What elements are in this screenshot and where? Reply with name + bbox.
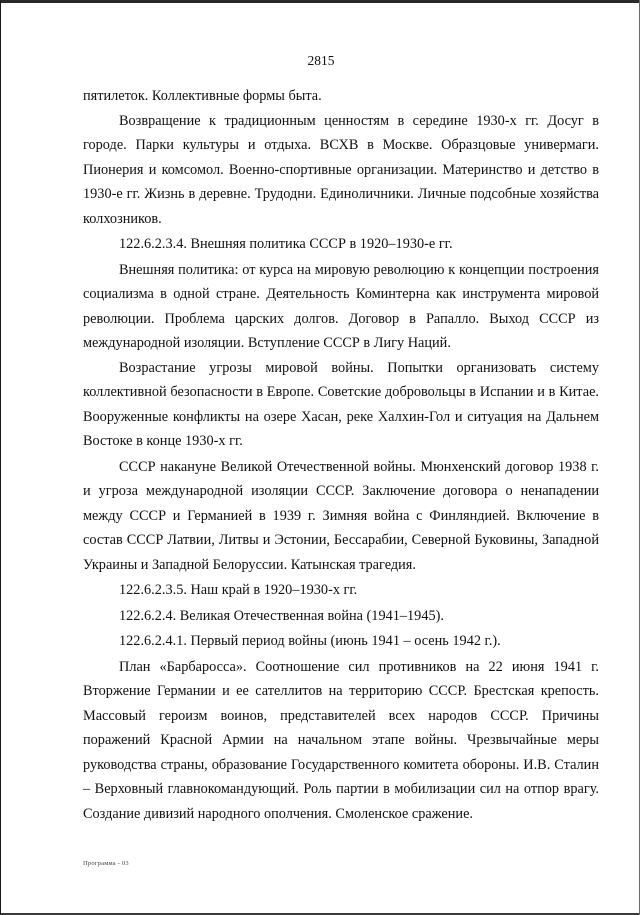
body-text — [83, 84, 599, 826]
section-heading: 122.6.2.4. Великая Отечественная война (1941–1945). — [119, 607, 444, 624]
paragraph: Возвращение к традиционным ценностям в середине 1930-х гг. Досуг в городе. Парки культуры и отдыха. ВСХВ в Москве. Образцовые универмаги. Пионерия и комсомол. Военно-спортивные организации. Материнство и детство в 1930-е гг. Жизнь в деревне. Трудодни. Единоличники. Личные подсобные хозяйства колхозников. — [83, 112, 599, 227]
paragraph: Возрастание угрозы мировой войны. Попытки организовать систему коллективной безопасности в Европе. Советские добровольцы в Испании и в Китае. Вооруженные конфликты на озере Хасан, реке Халхин-Гол и ситуация на Дальнем Востоке в конце 1930-х гг. — [83, 359, 599, 449]
page-number: 2815 — [307, 53, 335, 68]
section-heading: 122.6.2.4.1. Первый период войны (июнь 1941 – осень 1942 г.). — [119, 633, 501, 649]
paragraph: План «Барбаросса». Соотношение сил противников на 22 июня 1941 г. Вторжение Германии и ее сателлитов на территорию СССР. Брестская крепость. Массовый героизм воинов, представителей всех народов СССР. Причины поражений Красной Армии на начальном этапе войны. Чрезвычайные меры руководства страны, образование Государственного комитета обороны. И.В. Сталин – Верховный главнокомандующий. Роль партии в мобилизации сил на отпор врагу. Создание дивизий народного ополчения. Смоленское сражение. — [83, 658, 599, 822]
paragraph: СССР накануне Великой Отечественной войны. Мюнхенский договор 1938 г. и угроза международной изоляции СССР. Заключение договора о ненападении между СССР и Германией в 1939 г. Зимняя война с Финляндией. Включение в состав СССР Латвии, Литвы и Эстонии, Бессарабии, Северной Буковины, Западной Украины и Западной Белоруссии. Катынская трагедия. — [83, 458, 599, 573]
paragraph: Внешняя политика: от курса на мировую революцию к концепции построения социализма в одной стране. Деятельность Коминтерна как инструмента мировой революции. Проблема царских долгов. Договор в Рапалло. Выход СССР из международной изоляции. Вступление СССР в Лигу Наций. — [83, 261, 599, 351]
footer-note: Программа - 03 — [83, 860, 129, 867]
paragraph: пятилеток. Коллективные формы быта. — [83, 88, 322, 104]
section-heading: 122.6.2.3.5. Наш край в 1920–1930-х гг. — [119, 582, 358, 598]
section-heading: 122.6.2.3.4. Внешняя политика СССР в 1920–1930-е гг. — [119, 236, 453, 252]
